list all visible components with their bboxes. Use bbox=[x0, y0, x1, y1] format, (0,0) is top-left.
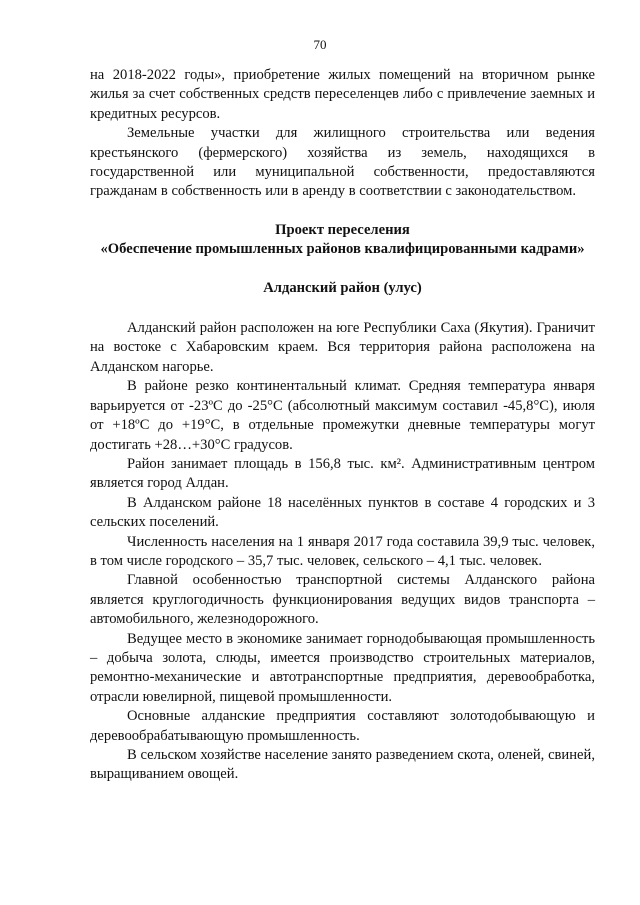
paragraph-area: Район занимает площадь в 156,8 тыс. км². Административным центром является город Алдан. bbox=[90, 455, 595, 492]
document-body bbox=[90, 66, 595, 785]
paragraph-economy: Ведущее место в экономике занимает горнодобывающая промышленность – добыча золота, слюды, имеется производство строительных материалов, ремонтно-механические и автотранспортные предприятия, деревообработка, отрасли ювелирной, пищевой промышленности. bbox=[90, 630, 595, 705]
paragraph-location: Алданский район расположен на юге Республики Саха (Якутия). Граничит на востоке с Хабаровским краем. Вся территория района расположена на Алданском нагорье. bbox=[90, 320, 595, 375]
paragraph-transport: Главной особенностью транспортной системы Алданского района является круглогодичность функционирования ведущих видов транспорта – автомобильного, железнодорожного. bbox=[90, 572, 595, 628]
region-heading: Алданский район (улус) bbox=[263, 279, 422, 296]
paragraph-climate: В районе резко континентальный климат. Средняя температура января варьируется от -23ºС до -25°С (абсолютный максимум составил -45,8°С), июля от +18ºС до +19°С, в отдельные промежутки дневные температуры могут достигать +28…+30°С градусов. bbox=[90, 378, 595, 453]
project-heading-title: Проект переселения bbox=[275, 221, 410, 238]
paragraph-enterprises: Основные алданские предприятия составляют золотодобывающую и деревообрабатывающую промышленность. bbox=[90, 708, 595, 744]
project-heading-subtitle: «Обеспечение промышленных районов квалифицированными кадрами» bbox=[100, 241, 585, 258]
paragraph-population: Численность населения на 1 января 2017 года составила 39,9 тыс. человек, в том числе городского – 35,7 тыс. человек, сельского – 4,1 тыс. человек. bbox=[90, 533, 595, 569]
paragraph-agriculture: В сельском хозяйстве население занято разведением скота, оленей, свиней, выращиванием овощей. bbox=[90, 747, 595, 783]
paragraph-settlements: В Алданском районе 18 населённых пунктов в составе 4 городских и 3 сельских поселений. bbox=[90, 494, 595, 531]
paragraph-continuation: на 2018-2022 годы», приобретение жилых помещений на вторичном рынке жилья за счет собственных средств переселенцев либо с привлечение заемных и кредитных ресурсов. bbox=[90, 67, 595, 122]
page-number: 70 bbox=[313, 37, 327, 52]
paragraph-land-plots: Земельные участки для жилищного строительства или ведения крестьянского (фермерского) хозяйства из земель, находящихся в государственной или муниципальной собственности, предоставляются гражданам в собственность или в аренду в соответствии с законодательством. bbox=[90, 125, 595, 200]
